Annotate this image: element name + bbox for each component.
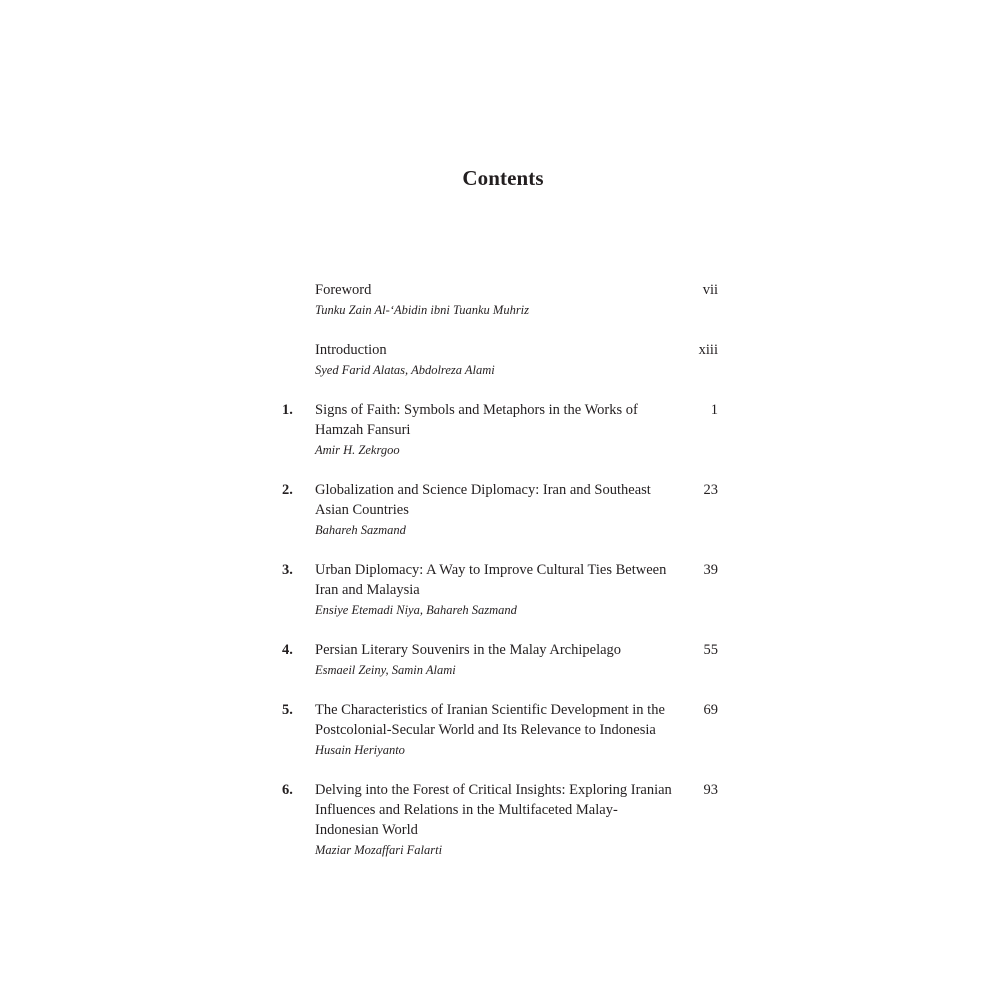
toc-entry-chapter-2[interactable] <box>282 480 722 540</box>
entry-author: Maziar Mozaffari Falarti <box>315 843 443 857</box>
page-title: Contents <box>462 166 544 190</box>
entry-author: Husain Heriyanto <box>315 743 405 757</box>
entry-title: Signs of Faith: Symbols and Metaphors in the Works of Hamzah Fansuri <box>315 402 638 438</box>
entry-title: The Characteristics of Iranian Scientific Development in the Postcolonial-Secular World and Its Relevance to Indonesia <box>315 702 665 738</box>
entry-number: 3. <box>282 562 293 578</box>
entry-page-number: 55 <box>703 642 718 658</box>
entry-number: 2. <box>282 482 293 498</box>
entry-author: Amir H. Zekrgoo <box>315 443 400 457</box>
toc-entry-foreword[interactable] <box>282 280 722 320</box>
entry-page-number: 39 <box>703 562 718 578</box>
entry-number: 5. <box>282 702 293 718</box>
table-of-contents <box>282 280 722 880</box>
entry-number: 4. <box>282 642 293 658</box>
entry-page-number: 69 <box>703 702 718 718</box>
entry-author: Bahareh Sazmand <box>315 523 406 537</box>
entry-page-number: xiii <box>698 342 718 358</box>
entry-title: Persian Literary Souvenirs in the Malay Archipelago <box>315 642 622 658</box>
entry-page-number: 1 <box>710 402 718 418</box>
entry-number: 1. <box>282 402 293 418</box>
entry-number: 6. <box>282 782 293 798</box>
entry-page-number: 23 <box>703 482 718 498</box>
toc-entry-introduction[interactable] <box>282 340 722 380</box>
entry-title: Urban Diplomacy: A Way to Improve Cultural Ties Between Iran and Malaysia <box>315 562 667 598</box>
entry-author: Ensiye Etemadi Niya, Bahareh Sazmand <box>315 603 517 617</box>
entry-page-number: 93 <box>703 782 718 798</box>
toc-entry-chapter-1[interactable] <box>282 400 722 460</box>
entry-title: Delving into the Forest of Critical Insights: Exploring Iranian Influences and Relations in the Multifaceted Malay-Indonesian World <box>315 782 672 838</box>
toc-entry-chapter-6[interactable] <box>282 780 722 860</box>
entry-author: Tunku Zain Al-‘Abidin ibni Tuanku Muhriz <box>315 303 530 317</box>
toc-entry-chapter-3[interactable] <box>282 560 722 620</box>
entry-title: Introduction <box>315 342 387 358</box>
entry-author: Esmaeil Zeiny, Samin Alami <box>315 663 456 677</box>
toc-entry-chapter-5[interactable] <box>282 700 722 760</box>
entry-page-number: vii <box>702 282 718 298</box>
entry-title: Globalization and Science Diplomacy: Iran and Southeast Asian Countries <box>315 482 651 518</box>
entry-title: Foreword <box>315 282 372 298</box>
toc-entry-chapter-4[interactable] <box>282 640 722 680</box>
entry-author: Syed Farid Alatas, Abdolreza Alami <box>315 363 495 377</box>
